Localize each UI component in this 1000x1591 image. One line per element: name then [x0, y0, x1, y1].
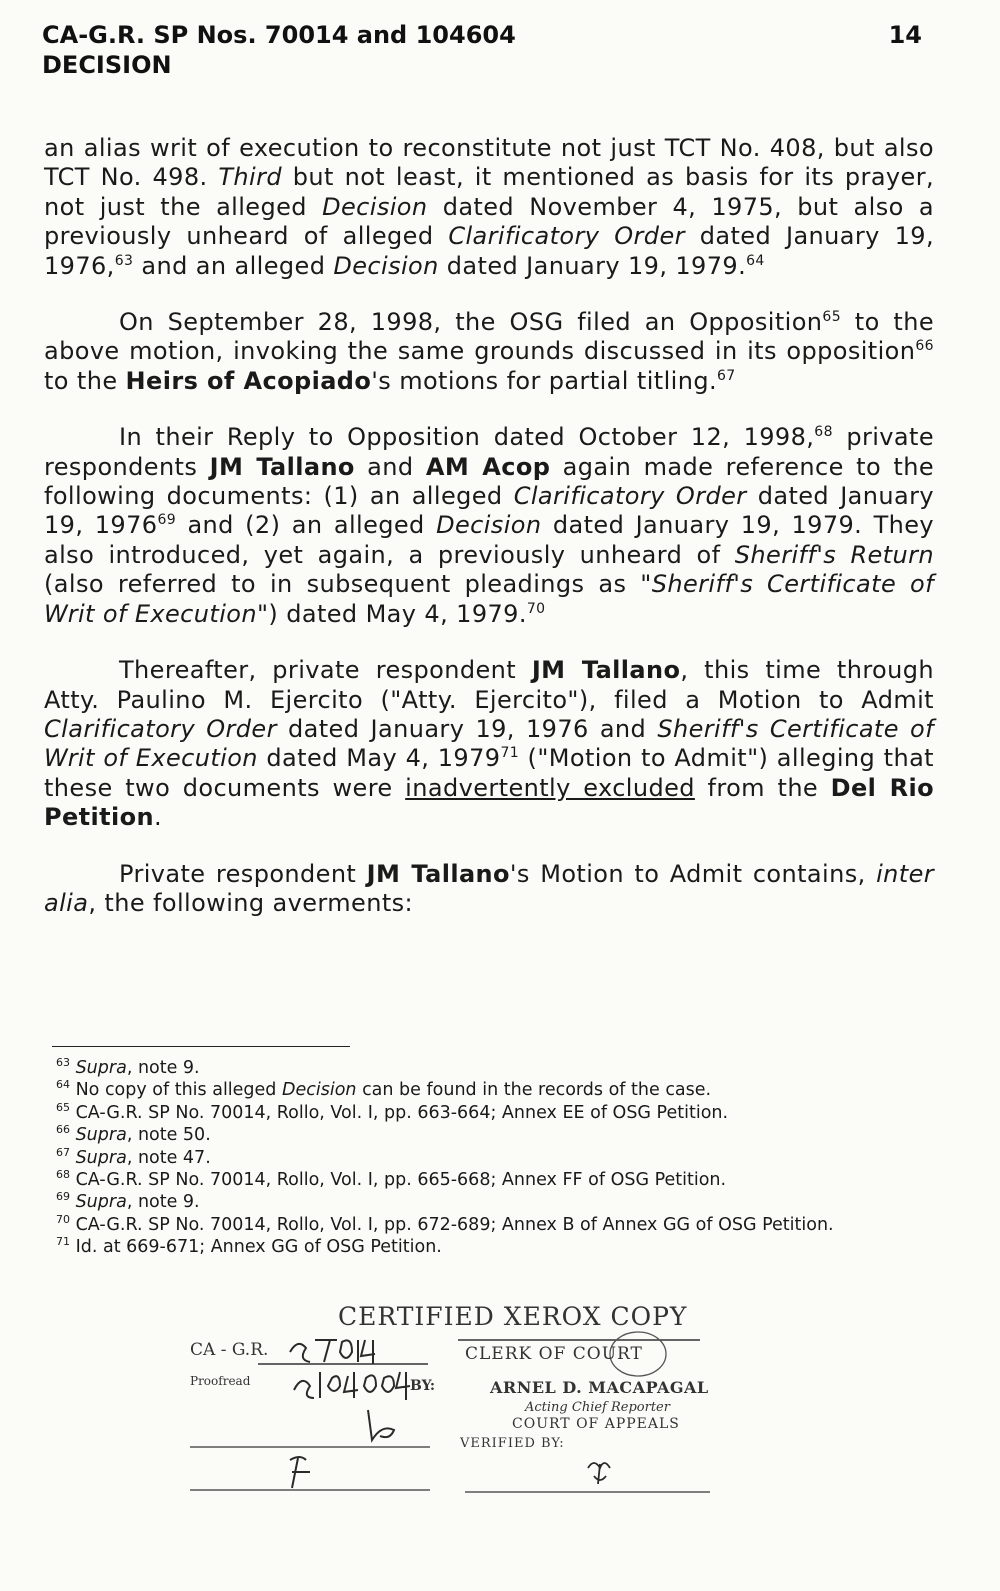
footnote-ref[interactable]: 68 — [814, 424, 833, 441]
paragraph-4: Thereafter, private respondent JM Tallano, this time through Atty. Paulino M. Ejercito ("Atty. Ejercito"), filed a Motion to Admit Clarificatory Order dated January 19, 1976 and Sheriff's Certificate of Writ of Execution dated May 4, 1979$^{71}$ ("Motion to Admit") alleging that these two documents were inadvertently excluded from the Del Rio Petition. — [44, 656, 934, 832]
document-type: DECISION — [42, 51, 172, 79]
footnote-71: $^{71}$ Id. at 669-671; Annex GG of OSG Petition. — [56, 1235, 442, 1258]
stamp-title: CERTIFIED XEROX COPY — [338, 1302, 688, 1331]
verifier-initials-icon — [588, 1463, 610, 1484]
stamp-proofread: Proofread — [190, 1374, 251, 1388]
footnote-ref[interactable]: 67 — [716, 367, 736, 384]
footnote-ref[interactable]: 69 — [157, 512, 177, 529]
footnote-ref[interactable]: 63 — [114, 252, 134, 269]
signature-icon — [368, 1410, 394, 1440]
footnote-ref[interactable]: 71 — [500, 745, 520, 762]
handwritten-case-number — [290, 1340, 375, 1364]
footnote-separator — [52, 1046, 350, 1047]
paragraph-3: In their Reply to Opposition dated October 12, 1998,68 private respondents JM Tallano and AM Acop again made reference to the following documents: (1) an alleged Clarificatory Order dated January 19, 1976$^{69}$ and (2) an alleged Decision dated January 19, 1979. They also introduced, yet again, a previously unheard of Sheriff's Return (also referred to in subsequent pleadings as "Sheriff's Certificate of Writ of Execution") dated May 4, 1979.70 — [44, 423, 935, 628]
footnote-69: $^{69}$ Supra, note 9. — [56, 1190, 200, 1213]
footnote-66: $^{66}$ Supra, note 50. — [56, 1123, 211, 1146]
page-number: 14 — [888, 21, 922, 49]
stamp-clerk: CLERK OF COURT — [465, 1344, 643, 1364]
footnote-ref[interactable]: 66 — [915, 338, 934, 355]
page-header — [42, 20, 922, 80]
footnote-70: $^{70}$ CA-G.R. SP No. 70014, Rollo, Vol. I, pp. 672-689; Annex B of Annex GG of OSG Petition. — [56, 1213, 834, 1235]
stamp-by: BY: — [410, 1378, 436, 1394]
footnote-67: $^{67}$ Supra, note 47. — [56, 1145, 211, 1168]
stamp-role: Acting Chief Reporter — [525, 1400, 670, 1415]
paragraph-2: On September 28, 1998, the OSG filed an Opposition$^{65}$ to the above motion, invoking the same grounds discussed in its opposition$^{66}$ to the Heirs of Acopiado's motions for partial titling.$^{67}$ — [44, 308, 934, 395]
stamp-name: ARNEL D. MACAPAGAL — [490, 1378, 709, 1397]
certified-copy-stamp — [190, 1302, 750, 1502]
paragraph-1: an alias writ of execution to reconstitute not just TCT No. 408, but also TCT No. 498. Third but not least, it mentioned as basis for its prayer, not just the alleged Decision dated November 4, 1975, but also a previously unheard of alleged Clarificatory Order dated January 19, 1976,63 and an alleged Decision dated January 19, 1979.64 — [44, 134, 934, 280]
footnote-65: $^{65}$ CA-G.R. SP No. 70014, Rollo, Vol. I, pp. 663-664; Annex EE of OSG Petition. — [56, 1100, 729, 1123]
footnote-68: $^{68}$ CA-G.R. SP No. 70014, Rollo, Vol. I, pp. 665-668; Annex FF of OSG Petition. — [56, 1168, 727, 1191]
paragraph-5: Private respondent JM Tallano's Motion to Admit contains, inter alia, the following averments: — [44, 859, 934, 917]
footnote-64: $^{64}$ No copy of this alleged Decision can be found in the records of the case. — [56, 1078, 712, 1101]
footnote-ref[interactable]: 65 — [822, 309, 842, 326]
document-body — [44, 134, 934, 945]
initials-icon — [290, 1457, 310, 1488]
case-number: CA-G.R. SP Nos. 70014 and 104604 — [42, 21, 516, 49]
handwritten-case-number-2 — [294, 1372, 410, 1400]
stamp-case-label: CA - G.R. — [190, 1340, 269, 1360]
footnote-63: $^{63}$ Supra, note 9. — [56, 1056, 200, 1078]
footnote-ref[interactable]: 70 — [526, 600, 546, 617]
footnotes-section — [56, 1057, 946, 1259]
stamp-verified: VERIFIED BY: — [460, 1436, 565, 1451]
footnote-ref[interactable]: 64 — [746, 252, 765, 269]
stamp-court: COURT OF APPEALS — [512, 1416, 680, 1432]
